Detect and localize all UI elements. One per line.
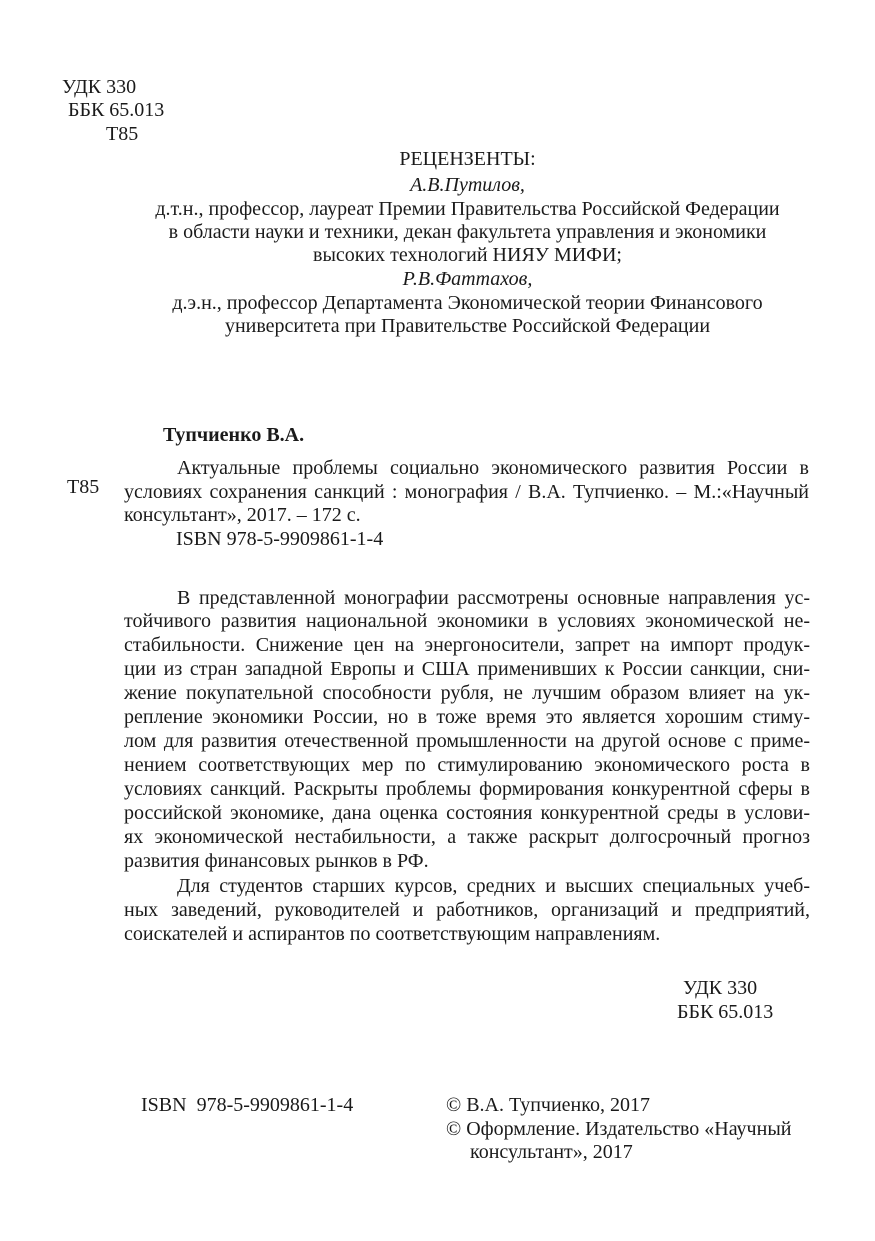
abstract-line: В представленной монографии рассмотрены основные направления ус- (177, 587, 810, 609)
author-mark: Т85 (106, 123, 139, 145)
reviewer2-line: университета при Правительстве Российской Федерации (224, 315, 711, 337)
catalog-description-line: Актуальные проблемы социально экономического развития России в (177, 457, 809, 479)
footer-bbk-code: ББК 65.013 (677, 1001, 774, 1023)
catalog-isbn: ISBN 978-5-9909861-1-4 (176, 528, 384, 550)
abstract-line: развития финансовых рынков в РФ. (124, 850, 429, 872)
abstract-line: жение покупательной способности рубля, не лучшим образом влияет на ук- (124, 682, 810, 704)
copyright-design: © Оформление. Издательство «Научный (446, 1118, 792, 1140)
bbk-code: ББК 65.013 (68, 99, 165, 121)
copyright-design-cont: консультант», 2017 (470, 1141, 633, 1163)
abstract-audience-line: ных заведений, руководителей и работников, организаций и предприятий, (124, 899, 810, 921)
abstract-audience-line: Для студентов старших курсов, средних и высших специальных учеб- (177, 875, 810, 897)
catalog-description-line: консультант», 2017. – 172 с. (124, 504, 361, 526)
udk-code: УДК 330 (62, 76, 137, 98)
reviewer2-name: Р.В.Фаттахов, (402, 268, 533, 290)
reviewers-heading: РЕЦЕНЗЕНТЫ: (399, 148, 536, 170)
imprint-isbn: ISBN 978-5-9909861-1-4 (141, 1094, 354, 1116)
catalog-description-line: условиях сохранения санкций : монография / В.А. Тупчиенко. – М.:«Научный (124, 481, 809, 503)
abstract-line: российской экономике, дана оценка состояния конкурентной среды в услови- (124, 802, 810, 824)
catalog-author-mark: Т85 (67, 476, 100, 498)
abstract-line: ции из стран западной Европы и США применивших к России санкции, сни- (124, 658, 810, 680)
reviewer1-line: д.т.н., профессор, лауреат Премии Правительства Российской Федерации (155, 198, 780, 220)
abstract-line: лом для развития отечественной промышленности на другой основе с приме- (124, 730, 810, 752)
abstract-line: стабильности. Снижение цен на энергоносители, запрет на импорт продук- (124, 634, 810, 656)
abstract-line: репление экономики России, но в тоже время это является хорошим стиму- (124, 706, 810, 728)
reviewer1-line: высоких технологий НИЯУ МИФИ; (313, 244, 622, 266)
abstract-audience-line: соискателей и аспирантов по соответствующим направлениям. (124, 923, 661, 945)
reviewer2-line: д.э.н., профессор Департамента Экономической теории Финансового (172, 292, 763, 314)
abstract-line: нением соответствующих мер по стимулированию экономического роста в (124, 754, 810, 776)
abstract-line: тойчивого развития национальной экономики в условиях экономической не- (124, 610, 810, 632)
abstract-line: условиях санкций. Раскрыты проблемы формирования конкурентной сферы в (124, 778, 810, 800)
footer-udk-code: УДК 330 (683, 977, 758, 999)
copyright-author: © В.А. Тупчиенко, 2017 (446, 1094, 650, 1116)
abstract-line: ях экономической нестабильности, а также раскрыт долгосрочный прогноз (124, 826, 810, 848)
reviewer1-name: А.В.Путилов, (410, 174, 525, 196)
catalog-author: Тупчиенко В.А. (163, 424, 305, 446)
reviewer1-line: в области науки и техники, декан факультета управления и экономики (168, 221, 767, 243)
